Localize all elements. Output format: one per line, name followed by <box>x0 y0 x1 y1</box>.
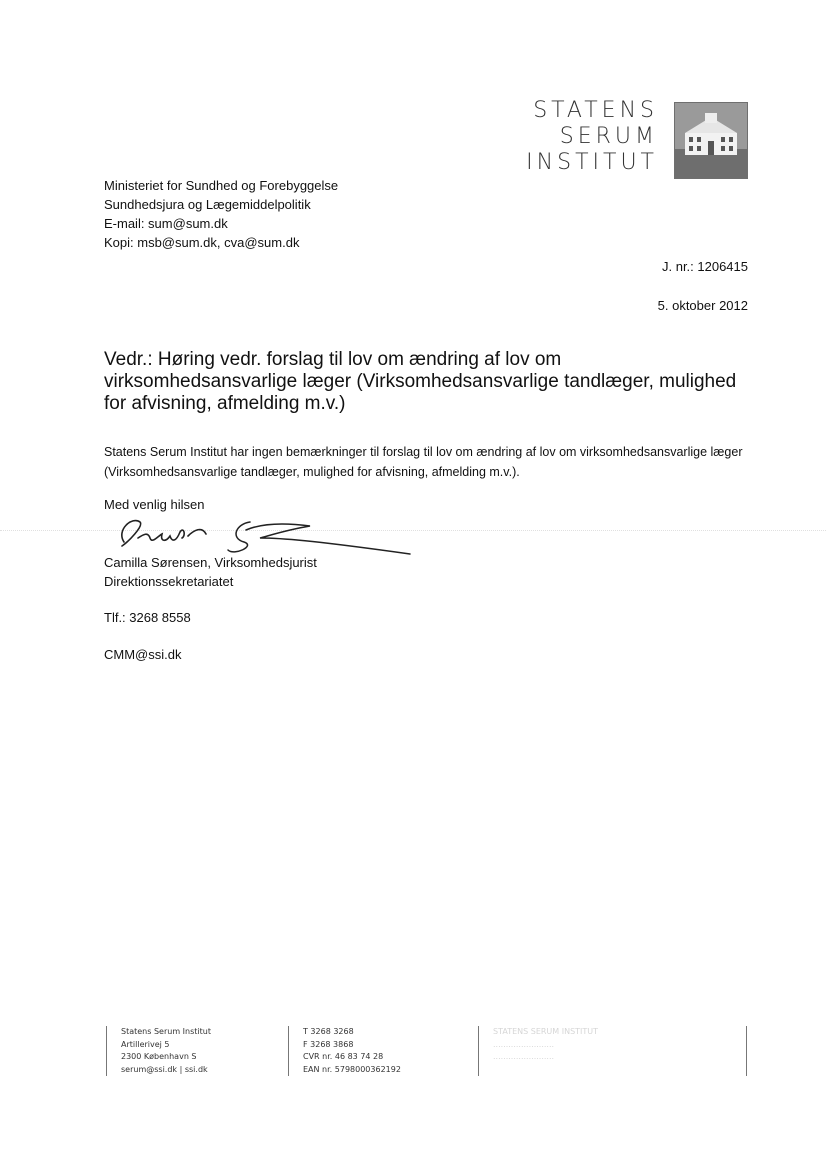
footer-line: ........................ <box>493 1039 555 1049</box>
address-line: Sundhedsjura og Lægemiddelpolitik <box>104 197 311 212</box>
footer-address <box>106 1026 211 1076</box>
email-address: CMM@ssi.dk <box>104 647 182 662</box>
phone-number: Tlf.: 3268 8558 <box>104 610 191 625</box>
footer-faint-block <box>478 1026 598 1076</box>
footer-line: ........................ <box>493 1052 555 1061</box>
closing-greeting: Med venlig hilsen <box>104 497 205 512</box>
footer-line: STATENS SERUM INSTITUT <box>493 1027 599 1036</box>
footer-line: EAN nr. 5798000362192 <box>303 1064 401 1074</box>
signer-block <box>104 553 317 591</box>
logo-line: INSTITUT <box>526 150 658 175</box>
footer-line: CVR nr. 46 83 74 28 <box>303 1052 384 1061</box>
footer-divider <box>746 1026 747 1076</box>
footer-contact <box>288 1026 401 1076</box>
footer-line: F 3268 3868 <box>303 1039 354 1049</box>
address-line: E-mail: sum@sum.dk <box>104 216 228 231</box>
signer-name: Camilla Sørensen, Virksomhedsjurist <box>104 555 317 570</box>
logo-wordmark <box>526 98 658 176</box>
footer-line: 2300 København S <box>121 1052 197 1061</box>
logo-line: SERUM <box>559 124 658 149</box>
signer-department: Direktionssekretariatet <box>104 574 234 589</box>
address-line: Kopi: msb@sum.dk, cva@sum.dk <box>104 235 300 250</box>
footer-line: Artillerivej 5 <box>121 1039 170 1049</box>
recipient-address <box>104 176 338 252</box>
footer-line: Statens Serum Institut <box>121 1027 211 1036</box>
subject-heading: Vedr.: Høring vedr. forslag til lov om ændring af lov om virksomhedsansvarlige læger (Virksomhedsansvarlige tandlæger, mulighed for afvisning, afmelding m.v.) <box>104 349 737 414</box>
body-paragraph: Statens Serum Institut har ingen bemærkninger til forslag til lov om ændring af lov om virksomhedsansvarlige læger (Virksomhedsansvarlige tandlæger, mulighed for afvisning, afmelding m.v.). <box>104 445 743 479</box>
logo-line: STATENS <box>533 98 658 123</box>
journal-number: J. nr.: 1206415 <box>661 259 748 274</box>
letter-date: 5. oktober 2012 <box>657 298 748 313</box>
footer-line: serum@ssi.dk | ssi.dk <box>121 1064 208 1074</box>
footer-line: T 3268 3268 <box>303 1027 354 1036</box>
address-line: Ministeriet for Sundhed og Forebyggelse <box>104 178 339 193</box>
building-logo-icon <box>674 102 748 179</box>
